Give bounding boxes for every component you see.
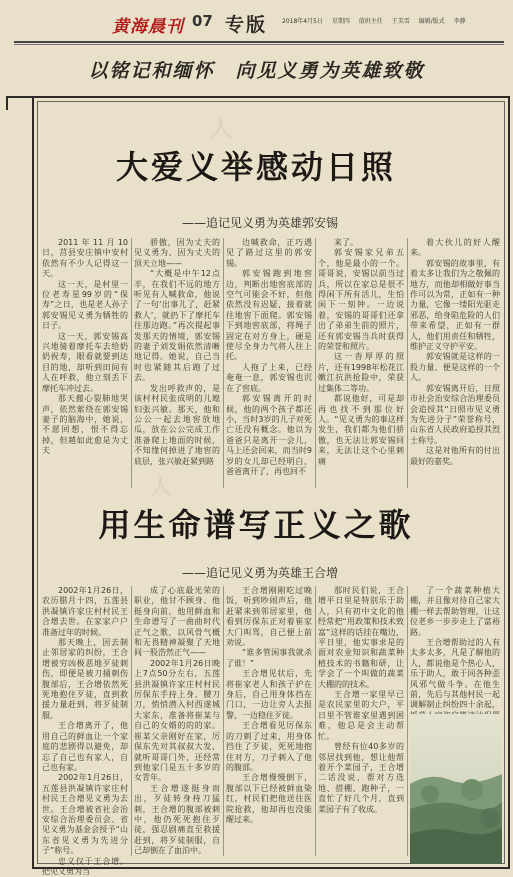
memorial-photo xyxy=(410,714,502,864)
article1-column-4 xyxy=(318,238,404,490)
header-meta xyxy=(282,16,473,25)
paragraph: “谁多管闲事我就杀了谁！” xyxy=(226,648,312,668)
paragraph: 2011年11月10日，莒县安庄镇中安村依然有不少人记得这一天。 xyxy=(42,238,128,279)
paragraph: 王合增刚刚吃过晚饭，听到吵闹声后，他赶紧来到邻居家里，他看到厉保东正对着崔家大门叫骂，自己便上前劝说。 xyxy=(226,586,312,648)
header-rule xyxy=(14,41,504,43)
paragraph: 郭安锡跑到地窖边，判断出地窖底部的空气可能会不好，但他依然没有迟疑，接着就往地窖下面爬。郭安锡下到地窖底部，将绳子固定在对方身上，硬是使尽全身力气将人往上托。 xyxy=(226,269,312,362)
article2-column-1 xyxy=(42,586,128,876)
frame-ornament xyxy=(486,96,510,98)
frame-ornament xyxy=(6,96,32,98)
header-rule-thin xyxy=(14,44,504,45)
background-watermark: 人 xyxy=(150,475,177,500)
paragraph: 那天搬心裂肺地哭声，依然萦绕在郭安锡妻子的脑海中，她说，不愿回想，恨不得忘掉，但越如此愈是为丈夫 xyxy=(42,394,128,456)
article-title: 用生命谱写正义之歌 xyxy=(98,506,414,544)
article1-column-5 xyxy=(410,238,500,490)
paragraph: 王合增慢慢倒下，腹部以下已经被鲜血染红，村民们把他送往医院抢救，他却再也没能醒过来。 xyxy=(226,773,312,824)
paragraph: 这一天，是村里一位老寿星99岁的“保寿”之日，也是老人孙子郭安锡见义勇为牺牲的日子。 xyxy=(42,279,128,331)
background-watermark: 人 xyxy=(210,117,237,142)
paragraph: 王合增见状后，先将崔家老人和孩子护在身后，自己用身体挡在门口，一边让旁人去报警，一边稳住歹徒。 xyxy=(226,669,312,720)
masthead-logo: 黄海晨刊 xyxy=(112,17,184,37)
paragraph: 发出呼救声的，是该村村民张成明的儿媳妇张兴敏。那天，他和公公一起去地窖放地瓜，放在公公完成工作准备爬上地面的时候，不知缘何掉进了地窖的底层，张兴敏赶紧到路 xyxy=(134,383,220,466)
paragraph: 2002年1月26日，五莲县洪凝镇许家庄村村民王合增见义勇为去世。王合增被省社会治安综合治理委员会、省见义勇为基金会授予“山东省见义勇为先进分子”称号。 xyxy=(42,773,128,856)
paragraph: 来了。 xyxy=(334,238,358,247)
paragraph: 着大伙儿的好人醒来。 xyxy=(410,238,500,258)
article2-column-3 xyxy=(226,586,312,858)
column-divider xyxy=(131,586,132,856)
paragraph: 郭安锡家兄弟五个，他是最小的一个。哥哥说，安锡以前当过兵，所以在家总是很不得闲下所有活儿，生怕闲下一刻钟。一边说着，安锡的哥哥们还拿出了弟弟生前的照片，还有郭安锡当兵时获得的荣誉和照片。 xyxy=(318,248,404,352)
paragraph: 人拖了上来，已经奄奄一息，郭安锡也沉在了窖底。 xyxy=(226,362,312,393)
paragraph: 王合增看见厉保东的刀刺了过来，用身体挡住了歹徒，死死地抱住对方，刀子刺入了他的腹部。 xyxy=(226,721,312,772)
main-headline: 以铭记和缅怀 向见义勇为英雄致敬 xyxy=(88,60,425,82)
paragraph: 郭安锡就是这样的一股力量、便是这样的一个人。 xyxy=(410,352,500,383)
paragraph: 2002年1月26日晚上7点50分左右，五莲县洪凝镇许家庄村村民厉保东手持上身、腰刀刀，悄悄潜入村西遂城大家东，准备将崔某与自己的女婿的的的家。崔某父亲刚好在家，厉保东先对其叔叔大发，就听哥哥门外，还经常到他家门是五十多岁的女青年。 xyxy=(134,658,220,783)
article1-column-3 xyxy=(226,238,312,490)
meta-date: 2018年4月5日 xyxy=(282,18,323,25)
column-divider xyxy=(223,586,224,856)
paragraph: 郭安锡离开后，日照市社会治安综合治理委员会追授其“日照市见义勇为先进分子”荣誉称号，山东省人民政府追授其烈士称号。 xyxy=(410,383,500,445)
paragraph: 这是对他所有的付出最好的嘉奖。 xyxy=(410,446,500,466)
paragraph: 那天晚上，因去制止邻居家的纠纷，王合增被穷凶极恶地歹徒刺伤，即便是被刀捅刺伤腹部后，王合增依然死死地抱住歹徒，直到救援力量赶到，将歹徒制服。 xyxy=(42,638,128,720)
paragraph: 骄傲，因为丈夫的见义勇为、因为丈夫的顶天立地—— xyxy=(134,238,220,268)
meta-weekday: 星期四 xyxy=(331,18,350,25)
paragraph: 边喊救命，正巧遇见了路过这里的郭安锡。 xyxy=(226,238,312,268)
paragraph: 王合增遂挺身而出，歹徒转身持刀猛刺，王合增的腹部被刺中，他仍死死抱住歹徒，强忍剧痛直至救援赶到，将歹徒制服，自己却倒在了血泊中。 xyxy=(134,783,220,856)
paragraph: 忠义仅于王合增。把见义勇为当 xyxy=(42,856,128,876)
column-divider xyxy=(407,238,408,488)
column-divider xyxy=(315,238,316,488)
paragraph: 王合增一家里早已是农民家里的大户，平日里不管谁家里遇到困难，他总是会主动帮忙。 xyxy=(318,690,404,741)
paragraph: 这一天，郭安锡高兴地骑着摩托车去给奶奶祝寿，眼看就要到达目的地，却听到田间有人在呼救，他立刻丢下摩托车冲过去。 xyxy=(42,331,128,393)
article-title: 大爱义举感动日照 xyxy=(115,148,396,186)
article2-column-5 xyxy=(410,586,500,714)
column-divider xyxy=(223,238,224,488)
meta-duty-name: 王美雪 xyxy=(391,18,410,25)
paragraph: 这一沓厚厚的照片，还有1998年松花江嫩江抗洪抢险中，荣获过集体二等功。 xyxy=(318,352,404,393)
page-header xyxy=(14,8,504,42)
article2-column-4 xyxy=(318,586,404,858)
paragraph: 那时民们说，王合增平日里是特别乐于助人，只有初中文化的他经常把“用政策和技术致富”这样的话挂在嘴边，平日里，他实事求是的面对农业知识和蔬菜种植技术的书籍和研，让学会了一个叫做的蔬菜大棚的的技术。 xyxy=(318,586,404,689)
paragraph: 2002年1月26日，农历腊月十四，五莲县洪凝镇许家庄村村民王合增去世。在家家户户准备过年的时候。 xyxy=(42,586,128,637)
section-name: 专版 xyxy=(225,14,268,36)
article-subtitle: ——追记见义勇为英雄郭安锡 xyxy=(181,216,338,230)
paragraph: 曾经有位40多岁的邻居找到他，想让他帮着开个菜园子，王合增二话没说，帮对方选地、搭棚、跑种子，一直忙了好几个月，直到菜园子有了收成。 xyxy=(318,742,404,814)
column-divider xyxy=(315,586,316,856)
frame-ornament xyxy=(6,96,8,110)
memorial-photo-graphic xyxy=(410,714,502,864)
paragraph: “大概是中午12点半，在我们不远的地方听见有人喊救命，他说了一句‘出事儿了，赶紧救人’，就扔下了摩托车往那边跑。”再次提起事发那天的情境，郭安锡的妻子刘发娟依然清晰地记得。她说，自己当时也紧随其后跑了过去。 xyxy=(134,269,220,383)
article1-column-2 xyxy=(134,238,220,490)
paragraph: 郭安锡的故事里，有着太多让我们为之敬佩的地方，而他却相做好事当作可以为常，正如有一种力量，它像一缕阳光驱走邪恶，给身陷危险的人们带来希望，正如有一群人，他们用责任和牺牲，维护正义守护平安。 xyxy=(410,258,500,352)
page-number: 07 xyxy=(192,12,213,30)
meta-editor-name: 李静 xyxy=(453,18,466,25)
article1-column-1 xyxy=(42,238,128,490)
article2-column-2 xyxy=(134,586,220,858)
paragraph: 都说他好，可是却再也找不到那位好人。“见义勇为的事这样发生，我们都为他们骄傲，也无法让郭安锡回来，无法让这个心里刺痛 xyxy=(318,394,404,466)
paragraph: 郭安锡离开的时候，他的两个孩子都还小，当时3岁的儿子对死亡还没有概念。他以为爸爸只是离开一会儿，马上还会回来，而当时9岁的女儿却已经明白，爸爸离开了，再也回不 xyxy=(226,394,312,476)
column-divider xyxy=(131,238,132,488)
column-divider xyxy=(407,586,408,856)
meta-duty-label: 值班主任 xyxy=(358,18,383,25)
paragraph: 了一个蔬菜种植大棚，并且像对待自己家大棚一样去帮助管理，让这位老乡一步步走上了富裕路。 xyxy=(410,586,500,637)
paragraph: 成了心底最光荣的职业，他甘不顾身、他挺身向前，他用鲜血和生命谱写了一曲曲时代正气之歌，以风骨气概和无畏精神凝聚了天地间一股浩然正气—— xyxy=(134,586,220,658)
article-subtitle: ——追记见义勇为英雄王合增 xyxy=(181,566,338,580)
paragraph: 王合增离开了，他用自己的鲜血让一个家庭的悲剧得以避免，却忘了自己也有家人，自己也有家。 xyxy=(42,721,128,772)
paragraph: 王合增帮助过的人有太多太多，凡是了解他的人，都说他是个热心人，乐于助人，敢于同各种歪风邪气做斗争。在他生前，先后与其他村民一起调解制止纠纷四十余起， xyxy=(410,638,500,710)
meta-editor-label: 编辑/版式 xyxy=(418,18,445,25)
